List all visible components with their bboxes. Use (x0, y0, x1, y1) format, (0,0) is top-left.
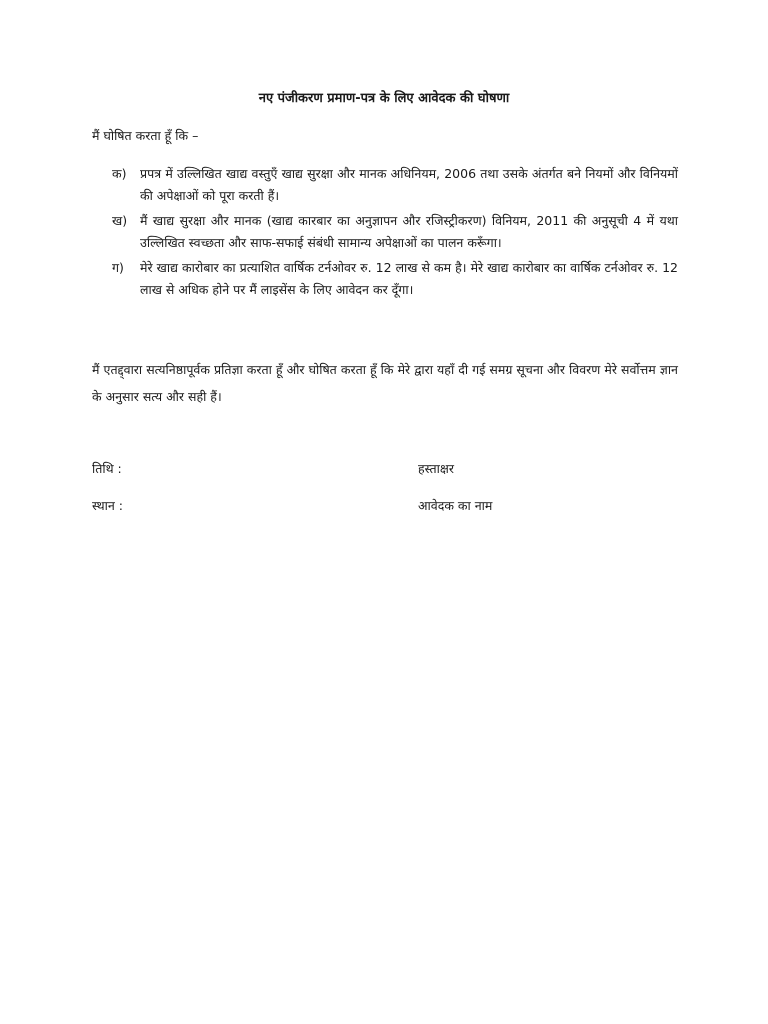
item-marker: ग) (112, 260, 124, 275)
declaration-items-list (112, 163, 678, 304)
item-text: मेरे खाद्य कारोबार का प्रत्याशित वार्षिक टर्नओवर रु. 12 लाख से कम है। मेरे खाद्य कारोबार का वार्षिक टर्नओवर रु. 12 लाख से अधिक होने पर मैं लाइसेंस के लिए आवेदन कर दूँगा। (140, 260, 678, 297)
item-text: मैं खाद्य सुरक्षा और मानक (खाद्य कारबार का अनुज्ञापन और रजिस्ट्रीकरण) विनियम, 2011 की अनुसूची 4 में यथा उल्लिखित स्वच्छता और साफ-सफाई संबंधी सामान्य अपेक्षाओं का पालन करूँगा। (140, 213, 678, 250)
date-label: तिथि : (92, 461, 122, 476)
item-text: प्रपत्र में उल्लिखित खाद्य वस्तुएँ खाद्य सुरक्षा और मानक अधिनियम, 2006 तथा उसके अंतर्गत बने नियमों और विनियमों की अपेक्षाओं को पूरा करती हैं। (140, 166, 678, 203)
declaration-paragraph: मैं एतद्द्वारा सत्यनिष्ठापूर्वक प्रतिज्ञा करता हूँ और घोषित करता हूँ कि मेरे द्वारा यहाँ दी गई समग्र सूचना और विवरण मेरे सर्वोत्तम ज्ञान के अनुसार सत्य और सही हैं। (92, 362, 678, 404)
applicant-name-label: आवेदक का नाम (418, 498, 493, 513)
item-marker: ख) (112, 213, 128, 228)
list-item (112, 257, 678, 300)
document-title: नए पंजीकरण प्रमाण-पत्र के लिए आवेदक की घोषणा (258, 91, 510, 106)
signature-label: हस्ताक्षर (418, 461, 454, 476)
place-label: स्थान : (92, 498, 123, 513)
list-item (112, 210, 678, 253)
item-marker: क) (112, 166, 127, 181)
intro-text: मैं घोषित करता हूँ कि – (92, 128, 199, 143)
list-item (112, 163, 678, 206)
